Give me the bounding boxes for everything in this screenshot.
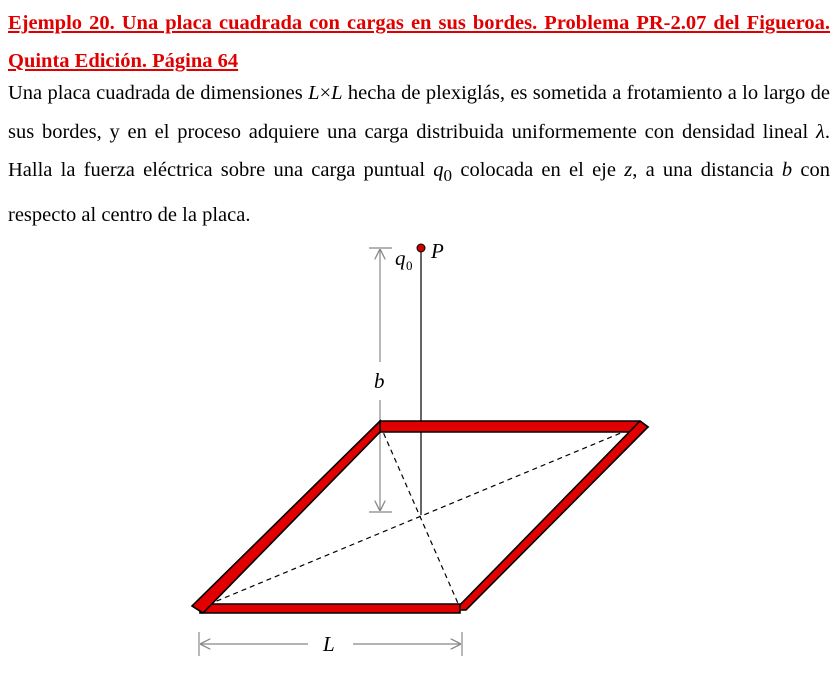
dimension-symbol-2: L: [331, 82, 343, 104]
plate-edge-left: [192, 421, 380, 613]
text-part-5: , a una distancia: [632, 159, 782, 181]
times-symbol: ×: [319, 82, 332, 104]
text-part-2: hecha de plexiglás, es sometida a frotamiento a lo largo de sus bordes, y en el proceso adquiere una carga distribuida uniformemente con densidad lineal: [8, 82, 830, 143]
label-q-subscript: 0: [406, 258, 413, 273]
diagonal-2: [200, 425, 640, 608]
text-part-3: . Halla la fuerza eléctrica sobre una carga puntual: [8, 120, 830, 181]
plate-figure: [0, 230, 840, 676]
text-part-1: Una placa cuadrada de dimensiones: [8, 82, 309, 104]
plate-edge-back: [380, 421, 648, 432]
axis-symbol: z: [624, 159, 633, 181]
text-part-6: con respecto al centro de la placa.: [8, 159, 830, 226]
point-charge: [417, 244, 425, 252]
label-P: P: [431, 239, 444, 263]
label-L: L: [323, 632, 335, 656]
label-b: b: [374, 369, 385, 393]
charge-symbol: q: [433, 159, 444, 181]
plate-edge-right: [455, 421, 648, 610]
label-q: q: [395, 246, 406, 270]
lambda-symbol: λ: [815, 120, 825, 143]
dimension-symbol-1: L: [308, 82, 320, 104]
plate-edge-front: [200, 604, 460, 613]
example-title: Ejemplo 20. Una placa cuadrada con cargas en sus bordes. Problema PR-2.07 del Figueroa. Quinta Edición. Página 64: [8, 12, 830, 72]
charge-subscript: 0: [443, 166, 453, 186]
problem-statement: [8, 74, 830, 234]
distance-symbol: b: [781, 159, 793, 181]
text-part-4: colocada en el eje: [452, 159, 625, 181]
